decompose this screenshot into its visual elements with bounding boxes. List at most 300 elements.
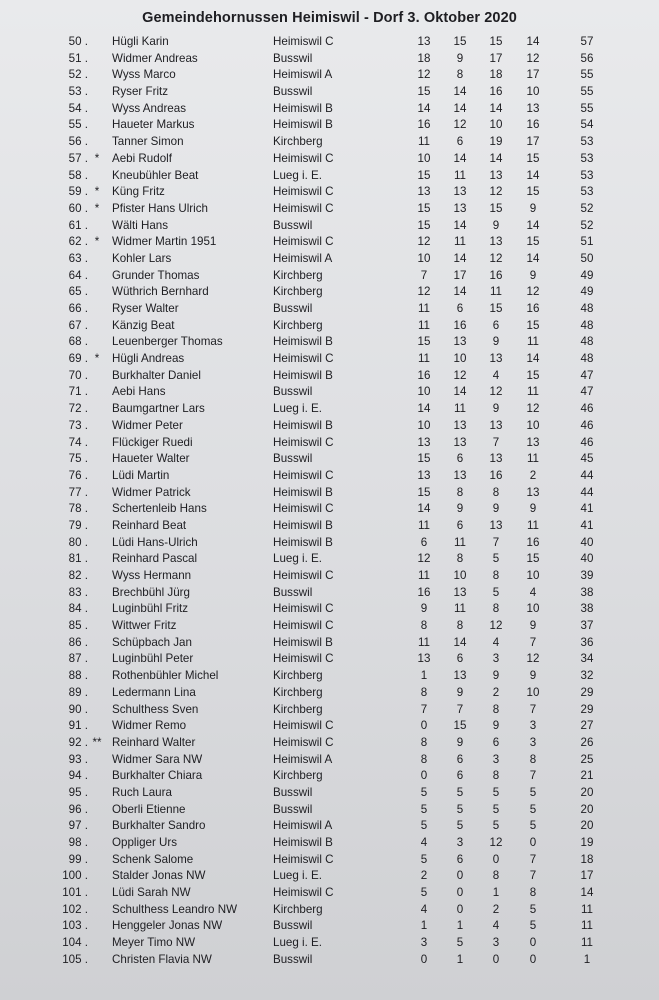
total-score: 27 [580,719,594,733]
score-1: 7 [420,268,428,282]
score-1: 13 [417,652,431,666]
total-score: 38 [580,585,594,599]
score-1: 12 [417,68,431,82]
score-3: 9 [492,502,500,516]
player-name: Widmer Sara NW [112,752,203,766]
player-name: Küng Fritz [112,185,165,199]
player-name: Grunder Thomas [112,268,200,282]
player-name: Burkhalter Daniel [112,368,201,382]
rank-number: 89 . [68,685,88,699]
rank-number: 51 . [68,51,88,65]
score-1: 15 [417,335,431,349]
score-2: 6 [456,302,464,315]
score-4: 10 [526,685,540,699]
score-2: 0 [456,869,464,883]
table-row [0,435,659,452]
score-3: 8 [492,569,500,582]
player-name: Burkhalter Sandro [112,819,206,833]
score-4: 5 [529,819,537,833]
player-name: Widmer Remo [112,719,187,733]
rank-number: 61 . [68,218,88,232]
table-row [0,351,659,368]
total-score: 37 [580,619,594,633]
team-name: Busswil [273,302,313,315]
score-1: 5 [420,819,428,833]
score-1: 5 [420,886,428,900]
score-2: 15 [453,35,467,48]
player-name: Reinhard Pascal [112,552,198,566]
score-3: 3 [492,752,500,766]
score-3: 2 [492,902,500,916]
total-score: 21 [580,769,594,783]
score-3: 6 [492,318,500,332]
total-score: 19 [580,836,594,849]
rank-number: 56 . [68,135,88,149]
team-name: Kirchberg [273,902,323,916]
team-name: Heimiswil C [273,502,334,516]
score-1: 4 [420,836,428,849]
score-1: 1 [420,919,428,933]
player-name: Schulthess Leandro NW [112,902,238,916]
total-score: 20 [580,802,594,816]
team-name: Busswil [273,802,313,816]
score-1: 10 [417,251,431,265]
rank-number: 63 . [68,251,88,265]
table-row [0,868,659,885]
player-name: Schenk Salome [112,852,194,866]
score-2: 13 [453,335,467,349]
team-name: Heimiswil C [273,468,334,482]
score-1: 7 [420,702,428,716]
rank-number: 54 . [68,101,88,115]
team-name: Lueg i. E. [273,552,322,566]
rank-number: 83 . [68,585,88,599]
score-1: 10 [417,385,431,399]
total-score: 38 [580,602,594,616]
score-1: 6 [420,535,428,549]
score-2: 11 [453,235,467,249]
score-4: 7 [529,869,537,883]
score-1: 8 [420,735,428,749]
total-score: 39 [580,569,594,582]
score-3: 5 [492,819,500,833]
score-4: 13 [526,101,540,115]
score-3: 12 [489,251,503,265]
player-name: Wyss Andreas [112,101,186,115]
score-2: 5 [456,802,464,816]
team-name: Heimiswil C [273,886,334,900]
player-name: Aebi Rudolf [112,151,172,165]
rank-number: 76 . [68,468,88,482]
team-name: Heimiswil C [273,602,334,616]
score-4: 9 [529,268,537,282]
player-name: Wüthrich Bernhard [112,285,209,299]
score-1: 8 [420,685,428,699]
team-name: Heimiswil B [273,101,333,115]
table-row [0,101,659,118]
score-2: 14 [453,218,467,232]
table-row [0,418,659,435]
score-4: 13 [526,485,540,499]
score-2: 6 [456,852,464,866]
team-name: Heimiswil C [273,719,334,733]
table-row [0,368,659,385]
score-3: 7 [492,435,500,449]
score-4: 14 [526,251,540,265]
score-4: 7 [529,702,537,716]
table-row [0,51,659,68]
player-name: Henggeler Jonas NW [112,919,223,933]
score-3: 15 [489,302,503,315]
team-name: Lueg i. E. [273,402,322,416]
score-2: 8 [456,68,464,82]
score-1: 12 [417,552,431,566]
table-row [0,218,659,235]
score-3: 3 [492,652,500,666]
total-score: 46 [580,402,594,416]
score-4: 12 [526,285,540,299]
team-name: Lueg i. E. [273,936,322,950]
score-2: 11 [453,602,467,616]
score-3: 4 [492,368,500,382]
team-name: Heimiswil A [273,752,333,766]
player-name: Aebi Hans [112,385,166,399]
score-4: 16 [526,118,540,132]
score-4: 10 [526,418,540,432]
total-score: 52 [580,201,594,215]
score-1: 12 [417,235,431,249]
rank-number: 73 . [68,418,88,432]
score-4: 0 [529,836,537,849]
score-1: 14 [417,402,431,416]
score-1: 8 [420,752,428,766]
score-2: 8 [456,552,464,566]
team-name: Heimiswil C [273,185,334,199]
score-2: 5 [456,936,464,950]
score-2: 6 [456,135,464,149]
score-2: 13 [453,669,467,683]
player-name: Ruch Laura [112,785,172,799]
score-1: 13 [417,435,431,449]
team-name: Busswil [273,952,313,966]
table-row [0,668,659,685]
player-name: Kneubühler Beat [112,168,199,182]
score-3: 12 [489,185,503,199]
score-1: 11 [417,569,431,582]
table-row [0,334,659,351]
table-row [0,268,659,285]
score-3: 16 [489,268,503,282]
score-2: 9 [456,685,464,699]
team-name: Lueg i. E. [273,168,322,182]
total-score: 55 [580,101,594,115]
rank-number: 67 . [68,318,88,332]
score-3: 13 [489,418,503,432]
total-score: 51 [580,235,594,249]
score-1: 15 [417,452,431,466]
rank-number: 68 . [68,335,88,349]
star-mark: * [94,185,100,199]
table-row [0,184,659,201]
rank-number: 62 . [68,235,88,249]
rank-number: 79 . [68,518,88,532]
total-score: 14 [580,886,594,900]
score-2: 6 [456,452,464,466]
rank-number: 92 . [68,735,88,749]
rank-number: 102 . [62,902,88,916]
score-2: 10 [453,352,467,366]
score-4: 11 [526,335,540,349]
score-4: 5 [529,902,537,916]
score-3: 16 [489,468,503,482]
score-4: 12 [526,51,540,65]
star-mark: * [94,235,100,249]
score-1: 9 [420,602,428,616]
score-3: 12 [489,836,503,849]
score-1: 13 [417,185,431,199]
player-name: Haueter Walter [112,452,190,466]
table-row [0,301,659,318]
total-score: 54 [580,118,594,132]
total-score: 41 [580,518,594,532]
score-3: 3 [492,936,500,950]
player-name: Pfister Hans Ulrich [112,201,208,215]
score-4: 10 [526,85,540,99]
score-4: 15 [526,185,540,199]
team-name: Busswil [273,452,313,466]
table-row [0,601,659,618]
team-name: Heimiswil B [273,418,333,432]
rank-number: 90 . [68,702,88,716]
rank-number: 103 . [62,919,88,933]
team-name: Kirchberg [273,769,323,783]
rank-number: 75 . [68,452,88,466]
table-row [0,451,659,468]
total-score: 56 [580,51,594,65]
score-1: 0 [420,952,428,966]
player-name: Flückiger Ruedi [112,435,193,449]
score-2: 0 [456,902,464,916]
score-4: 7 [529,635,537,649]
score-3: 7 [492,535,500,549]
score-3: 12 [489,619,503,633]
score-2: 7 [456,702,464,716]
score-1: 13 [417,35,431,48]
total-score: 20 [580,819,594,833]
rank-number: 86 . [68,635,88,649]
team-name: Kirchberg [273,135,323,149]
star-mark: * [94,352,100,366]
score-4: 9 [529,201,537,215]
score-4: 14 [526,168,540,182]
table-row [0,752,659,769]
score-2: 6 [456,752,464,766]
total-score: 34 [580,652,594,666]
rank-number: 55 . [68,118,88,132]
score-4: 15 [526,368,540,382]
score-3: 5 [492,585,500,599]
table-row [0,501,659,518]
rank-number: 60 . [68,201,88,215]
total-score: 26 [580,735,594,749]
score-1: 16 [417,585,431,599]
results-list [0,34,659,969]
rank-number: 101 . [62,886,88,900]
team-name: Busswil [273,51,313,65]
table-row [0,168,659,185]
rank-number: 95 . [68,785,88,799]
score-2: 14 [453,151,467,165]
score-4: 14 [526,35,540,48]
score-4: 3 [529,719,537,733]
page-title: Gemeindehornussen Heimiswil - Dorf 3. Oktober 2020 [142,10,517,26]
score-3: 5 [492,552,500,566]
score-3: 8 [492,869,500,883]
total-score: 47 [580,385,594,399]
score-1: 11 [417,135,431,149]
player-name: Meyer Timo NW [112,936,196,950]
table-row [0,651,659,668]
score-1: 11 [417,518,431,532]
table-row [0,384,659,401]
table-row [0,952,659,969]
rank-number: 69 . [68,352,88,366]
table-row [0,885,659,902]
table-row [0,718,659,735]
rank-number: 65 . [68,285,88,299]
total-score: 55 [580,85,594,99]
player-name: Schertenleib Hans [112,502,207,516]
table-row [0,535,659,552]
team-name: Heimiswil C [273,352,334,366]
score-4: 7 [529,769,537,783]
score-2: 14 [453,101,467,115]
total-score: 53 [580,135,594,149]
rank-number: 64 . [68,268,88,282]
team-name: Kirchberg [273,285,323,299]
score-1: 14 [417,502,431,516]
player-name: Tanner Simon [112,135,184,149]
team-name: Heimiswil B [273,368,333,382]
score-2: 14 [453,251,467,265]
score-2: 16 [453,318,467,332]
rank-number: 98 . [68,836,88,849]
total-score: 45 [580,452,594,466]
score-3: 8 [492,702,500,716]
team-name: Busswil [273,385,313,399]
rank-number: 96 . [68,802,88,816]
score-4: 15 [526,318,540,332]
score-3: 16 [489,85,503,99]
table-row [0,635,659,652]
score-3: 13 [489,168,503,182]
rank-number: 52 . [68,68,88,82]
table-row [0,284,659,301]
team-name: Heimiswil B [273,485,333,499]
total-score: 53 [580,168,594,182]
player-name: Rothenbühler Michel [112,669,219,683]
score-2: 8 [456,485,464,499]
team-name: Heimiswil C [273,151,334,165]
rank-number: 80 . [68,535,88,549]
table-row [0,802,659,819]
player-name: Ryser Walter [112,302,179,315]
team-name: Heimiswil B [273,518,333,532]
score-2: 11 [453,168,467,182]
rank-number: 87 . [68,652,88,666]
player-name: Lüdi Martin [112,468,170,482]
score-1: 10 [417,418,431,432]
score-1: 16 [417,118,431,132]
score-1: 0 [420,719,428,733]
player-name: Oberli Etienne [112,802,186,816]
total-score: 53 [580,151,594,165]
table-row [0,585,659,602]
player-name: Lüdi Sarah NW [112,886,191,900]
team-name: Kirchberg [273,268,323,282]
team-name: Heimiswil C [273,735,334,749]
total-score: 44 [580,485,594,499]
table-row [0,818,659,835]
table-row [0,618,659,635]
player-name: Widmer Andreas [112,51,198,65]
score-2: 6 [456,518,464,532]
score-4: 8 [529,752,537,766]
total-score: 29 [580,702,594,716]
team-name: Busswil [273,218,313,232]
score-2: 14 [453,635,467,649]
table-row [0,902,659,919]
team-name: Kirchberg [273,669,323,683]
score-2: 14 [453,285,467,299]
player-name: Lüdi Hans-Ulrich [112,535,198,549]
total-score: 49 [580,285,594,299]
score-4: 14 [526,352,540,366]
score-1: 5 [420,802,428,816]
score-1: 0 [420,769,428,783]
score-3: 5 [492,785,500,799]
score-1: 3 [420,936,428,950]
table-row [0,785,659,802]
player-name: Leuenberger Thomas [112,335,223,349]
total-score: 49 [580,268,594,282]
score-3: 17 [489,51,503,65]
score-1: 2 [420,869,428,883]
team-name: Heimiswil C [273,569,334,582]
score-1: 11 [417,635,431,649]
total-score: 20 [580,785,594,799]
player-name: Christen Flavia NW [112,952,212,966]
table-row [0,685,659,702]
player-name: Baumgartner Lars [112,402,205,416]
score-1: 11 [417,318,431,332]
score-3: 9 [492,402,500,416]
score-3: 15 [489,201,503,215]
player-name: Reinhard Walter [112,735,196,749]
score-2: 1 [456,952,464,966]
rank-number: 94 . [68,769,88,783]
score-1: 12 [417,285,431,299]
score-2: 13 [453,435,467,449]
total-score: 41 [580,502,594,516]
player-name: Wittwer Fritz [112,619,177,633]
score-1: 11 [417,302,431,315]
rank-number: 50 . [68,35,88,48]
score-3: 4 [492,919,500,933]
player-name: Widmer Patrick [112,485,191,499]
score-2: 12 [453,368,467,382]
total-score: 46 [580,435,594,449]
